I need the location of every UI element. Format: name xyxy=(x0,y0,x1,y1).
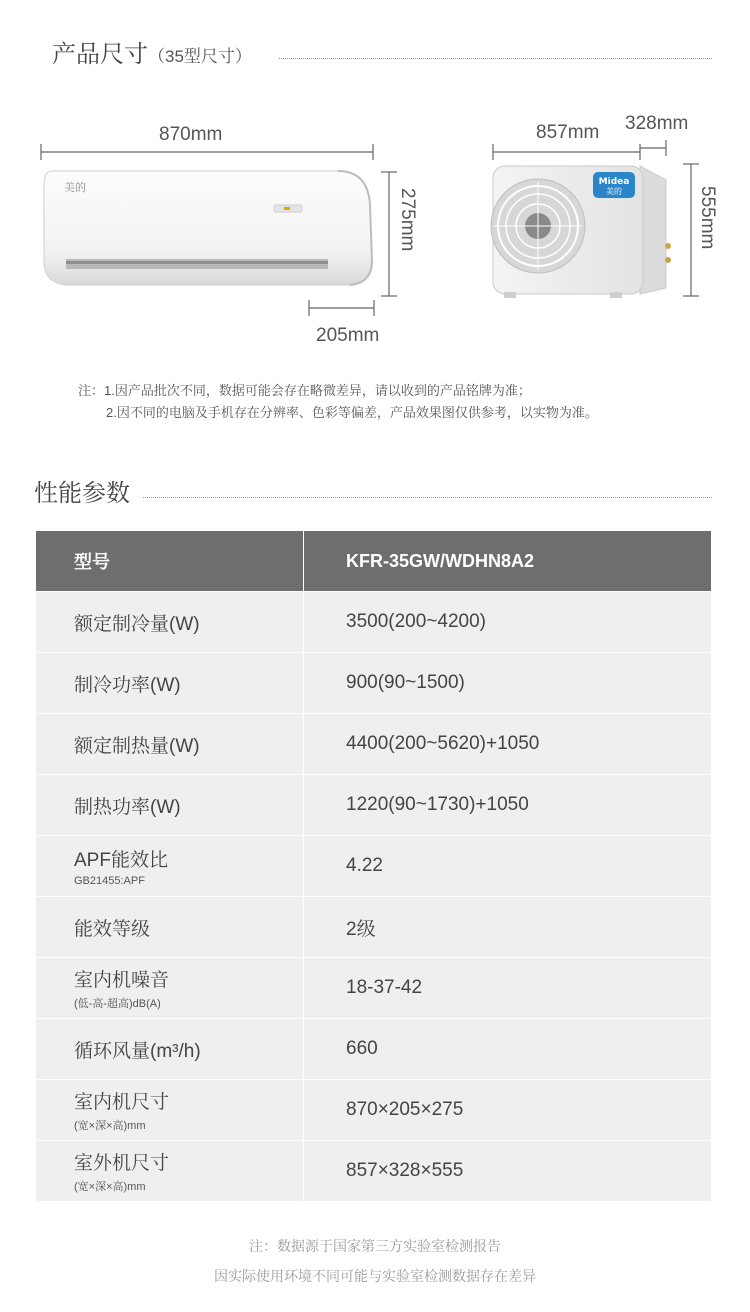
row-label-cell xyxy=(36,653,304,714)
note-line-2: 2.因不同的电脑及手机存在分辨率、色彩等偏差，产品效果图仅供参考，以实物为准。 xyxy=(106,405,598,420)
row-label: 额定制热量(W) xyxy=(74,735,200,757)
table-row xyxy=(36,1080,711,1141)
row-value: 857×328×555 xyxy=(304,1141,712,1202)
row-value: 18-37-42 xyxy=(304,958,712,1019)
row-label: 循环风量(m³/h) xyxy=(74,1040,201,1062)
outdoor-height-label: 555mm xyxy=(697,186,718,250)
midea-logo-cn: 美的 xyxy=(606,187,622,196)
row-sublabel: (低-高-超高)dB(A) xyxy=(74,998,161,1010)
row-label: 室外机尺寸 xyxy=(74,1153,170,1174)
row-value: 2级 xyxy=(304,897,712,958)
spec-title-divider xyxy=(143,497,712,498)
indoor-width-label: 870mm xyxy=(159,124,223,145)
row-label-cell xyxy=(36,836,304,897)
row-value: 870×205×275 xyxy=(304,1080,712,1141)
size-section-title xyxy=(52,34,252,69)
footer-note-2: 因实际使用环境不同可能与实验室检测数据存在差异 xyxy=(214,1268,536,1284)
outdoor-depth-label: 328mm xyxy=(625,113,689,134)
row-label-cell xyxy=(36,897,304,958)
row-label-cell xyxy=(36,775,304,836)
row-label-cell xyxy=(36,592,304,653)
row-label: 室内机尺寸 xyxy=(74,1092,170,1113)
table-row xyxy=(36,592,711,653)
outdoor-width-label: 857mm xyxy=(536,122,600,143)
header-label: 型号 xyxy=(36,531,304,592)
indoor-width-line xyxy=(38,140,378,164)
note-line-1: 注：1.因产品批次不同，数据可能会存在略微差异，请以收到的产品铭牌为准； xyxy=(78,383,531,398)
row-label-cell xyxy=(36,1080,304,1141)
table-row xyxy=(36,958,711,1019)
row-label-cell xyxy=(36,714,304,775)
midea-logo-en: Midea xyxy=(598,177,630,187)
row-label: 额定制冷量(W) xyxy=(74,613,200,635)
footer-note-1: 注：数据源于国家第三方实验室检测报告 xyxy=(249,1238,501,1254)
row-value: 4.22 xyxy=(304,836,712,897)
row-value: 1220(90~1730)+1050 xyxy=(304,775,712,836)
row-label: APF能效比 xyxy=(74,850,168,871)
table-row xyxy=(36,653,711,714)
table-row xyxy=(36,1019,711,1080)
row-label-cell xyxy=(36,1019,304,1080)
row-label: 能效等级 xyxy=(74,918,151,940)
row-label-cell xyxy=(36,1141,304,1202)
table-row xyxy=(36,1141,711,1202)
row-value: 660 xyxy=(304,1019,712,1080)
outdoor-unit-image xyxy=(490,160,678,302)
spec-table xyxy=(36,531,711,1202)
row-sublabel: (宽×深×高)mm xyxy=(74,1181,146,1193)
table-row xyxy=(36,775,711,836)
size-subtitle: （35型尺寸） xyxy=(148,47,252,66)
indoor-depth-label: 205mm xyxy=(316,325,380,346)
row-value: 4400(200~5620)+1050 xyxy=(304,714,712,775)
indoor-unit-image xyxy=(38,165,378,300)
title-divider xyxy=(279,58,712,59)
size-notes xyxy=(78,380,598,424)
indoor-height-label: 275mm xyxy=(397,188,418,252)
row-value: 3500(200~4200) xyxy=(304,592,712,653)
indoor-brand-mark: 美的 xyxy=(64,181,86,194)
row-sublabel: (宽×深×高)mm xyxy=(74,1120,146,1132)
row-label-cell xyxy=(36,958,304,1019)
row-label: 室内机噪音 xyxy=(74,970,170,991)
indoor-depth-line xyxy=(306,296,380,320)
table-row xyxy=(36,714,711,775)
row-label: 制热功率(W) xyxy=(74,796,181,818)
header-value: KFR-35GW/WDHN8A2 xyxy=(304,531,712,592)
row-label: 制冷功率(W) xyxy=(74,674,181,696)
table-row xyxy=(36,836,711,897)
row-sublabel: GB21455:APF xyxy=(74,875,145,887)
row-value: 900(90~1500) xyxy=(304,653,712,714)
table-row xyxy=(36,897,711,958)
spec-section-title: 性能参数 xyxy=(34,480,130,507)
size-title-text: 产品尺寸 xyxy=(52,41,148,68)
spec-table-header xyxy=(36,531,711,592)
